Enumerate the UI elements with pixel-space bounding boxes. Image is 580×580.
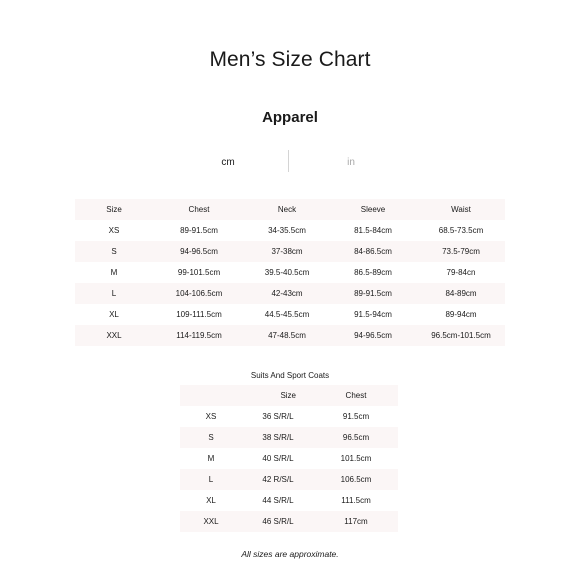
table-row (180, 490, 398, 511)
cell-size: XL (109, 310, 119, 319)
header-chest: Chest (188, 205, 210, 214)
cell-size: XS (205, 412, 217, 421)
cell-neck: 34-35.5cm (268, 226, 306, 235)
cell-size: M (207, 454, 215, 463)
cell-size: XXL (203, 517, 219, 526)
table-header-row (180, 385, 398, 406)
cell-chest: 94-96.5cm (180, 247, 218, 256)
suits-table-caption: Suits And Sport Coats (250, 371, 330, 380)
cell-neck: 44.5-45.5cm (264, 310, 310, 319)
cell-sleeve: 81.5-84cm (354, 226, 392, 235)
apparel-size-table (75, 199, 505, 346)
table-header-row (75, 199, 505, 220)
header-size: Size (280, 391, 296, 400)
cell-sleeve: 84-86.5cm (354, 247, 392, 256)
suits-size-table (180, 385, 398, 532)
page-title: Men’s Size Chart (209, 48, 371, 71)
cell-waist: 84-89cm (445, 289, 477, 298)
unit-toggle (0, 150, 580, 176)
table-row (75, 304, 505, 325)
cell-chest: 99-101.5cm (177, 268, 221, 277)
cell-chest: 91.5cm (342, 412, 370, 421)
cell-fit: 40 S/R/L (262, 454, 294, 463)
table-row (75, 220, 505, 241)
cell-waist: 79-84cn (446, 268, 476, 277)
cell-fit: 38 S/R/L (262, 433, 294, 442)
cell-neck: 42-43cm (271, 289, 303, 298)
cell-size: S (111, 247, 117, 256)
cell-chest: 104-106.5cm (175, 289, 223, 298)
cell-size: XXL (106, 331, 122, 340)
cell-sleeve: 89-91.5cm (354, 289, 392, 298)
unit-in-option[interactable]: in (347, 157, 355, 168)
table-row (180, 511, 398, 532)
unit-divider (288, 150, 289, 172)
cell-size: L (208, 475, 214, 484)
cell-chest: 117cm (344, 517, 368, 526)
header-sleeve: Sleeve (360, 205, 386, 214)
cell-size: XS (108, 226, 120, 235)
table-row (180, 448, 398, 469)
header-waist: Waist (451, 205, 471, 214)
table-row (75, 262, 505, 283)
table-row (75, 283, 505, 304)
cell-chest: 101.5cm (340, 454, 372, 463)
footnote: All sizes are approximate. (241, 549, 339, 559)
cell-waist: 68.5-73.5cm (438, 226, 484, 235)
table-row (180, 427, 398, 448)
cell-waist: 96.5cm-101.5cm (431, 331, 491, 340)
cell-fit: 42 R/S/L (262, 475, 294, 484)
cell-waist: 73.5-79cm (442, 247, 480, 256)
cell-chest: 106.5cm (340, 475, 372, 484)
cell-neck: 39.5-40.5cm (264, 268, 310, 277)
cell-sleeve: 94-96.5cm (354, 331, 392, 340)
table-row (75, 241, 505, 262)
section-title-apparel: Apparel (262, 109, 318, 126)
cell-sleeve: 91.5-94cm (354, 310, 392, 319)
cell-fit: 46 S/R/L (262, 517, 294, 526)
cell-size: M (110, 268, 118, 277)
cell-chest: 96.5cm (342, 433, 370, 442)
cell-size: L (111, 289, 117, 298)
unit-cm-option[interactable]: cm (221, 157, 235, 168)
cell-waist: 89-94cm (445, 310, 477, 319)
cell-chest: 109-111.5cm (176, 310, 222, 319)
cell-sleeve: 86.5-89cm (354, 268, 392, 277)
table-row (75, 325, 505, 346)
cell-size: S (208, 433, 214, 442)
header-chest: Chest (345, 391, 367, 400)
cell-neck: 37-38cm (271, 247, 303, 256)
cell-chest: 89-91.5cm (180, 226, 218, 235)
cell-fit: 36 S/R/L (262, 412, 294, 421)
table-row (180, 406, 398, 427)
header-neck: Neck (277, 205, 297, 214)
cell-chest: 114-119.5cm (176, 331, 222, 340)
cell-size: XL (206, 496, 216, 505)
header-size: Size (106, 205, 122, 214)
cell-chest: 111.5cm (341, 496, 371, 505)
cell-neck: 47-48.5cm (268, 331, 306, 340)
cell-fit: 44 S/R/L (262, 496, 294, 505)
table-row (180, 469, 398, 490)
